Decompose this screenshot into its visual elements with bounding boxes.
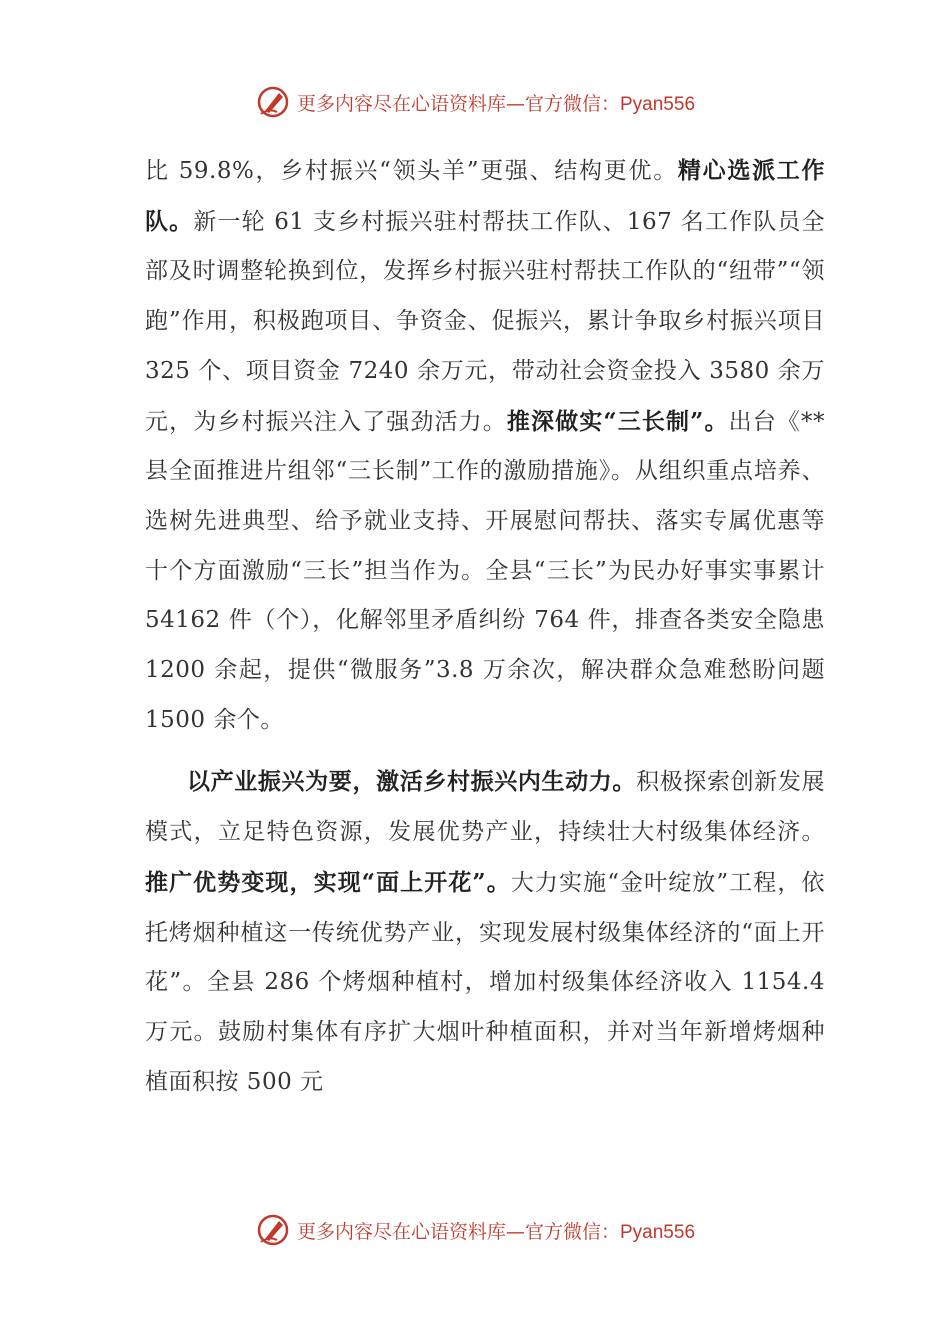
bold-heading: 推广优势变现，实现“面上开花”。: [145, 868, 511, 896]
header-wechat-id: Pyan556: [620, 93, 696, 115]
pen-nib-circle-icon: [255, 1212, 291, 1248]
document-body: [145, 146, 825, 1107]
paragraph-1: 比 59.8%，乡村振兴“领头羊”更强、结构更优。精心选派工作队。新一轮 61 支乡村振兴驻村帮扶工作队、167 名工作队员全部及时调整轮换到位，发挥乡村振兴驻村帮扶工作队的“纽带”“领跑”作用，积极跑项目、争资金、促振兴，累计争取乡村振兴项目 325 个、项目资金 7240 余万元，带动社会资金投入 3580 余万元，为乡村振兴注入了强劲活力。推深做实“三长制”。出台《**县全面推进片组邻“三长制”工作的激励措施》。从组织重点培养、选树先进典型、给予就业支持、开展慰问帮扶、落实专属优惠等十个方面激励“三长”担当作为。全县“三长”为民办好事实事累计 54162 件（个），化解邻里矛盾纠纷 764 件，排查各类安全隐患 1200 余起，提供“微服务”3.8 万余次，解决群众急难愁盼问题 1500 余个。: [145, 157, 826, 733]
bold-heading: 以产业振兴为要，激活乡村振兴内生动力。: [187, 768, 637, 796]
bold-heading: 推深做实“三长制”。: [506, 407, 729, 435]
paragraph-2: 以产业振兴为要，激活乡村振兴内生动力。积极探索创新发展模式，立足特色资源，发展优势产业，持续壮大村级集体经济。推广优势变现，实现“面上开花”。大力实施“金叶绽放”工程，依托烤烟种植这一传统优势产业，实现发展村级集体经济的“面上开花”。全县 286 个烤烟种植村，增加村级集体经济收入 1154.4 万元。鼓励村集体有序扩大烟叶种植面积，并对当年新增烤烟种植面积按 500 元: [145, 768, 826, 1095]
bold-heading: 精心选派工作队。: [145, 157, 825, 235]
footer-wechat-id: Pyan556: [620, 1221, 696, 1243]
footer-banner: [0, 1210, 950, 1250]
pen-nib-circle-icon: [255, 84, 291, 120]
header-banner-text: 更多内容尽在心语资料库—官方微信：Pyan556: [296, 92, 696, 115]
footer-banner-text: 更多内容尽在心语资料库—官方微信：Pyan556: [296, 1220, 696, 1243]
header-banner: [0, 82, 950, 122]
